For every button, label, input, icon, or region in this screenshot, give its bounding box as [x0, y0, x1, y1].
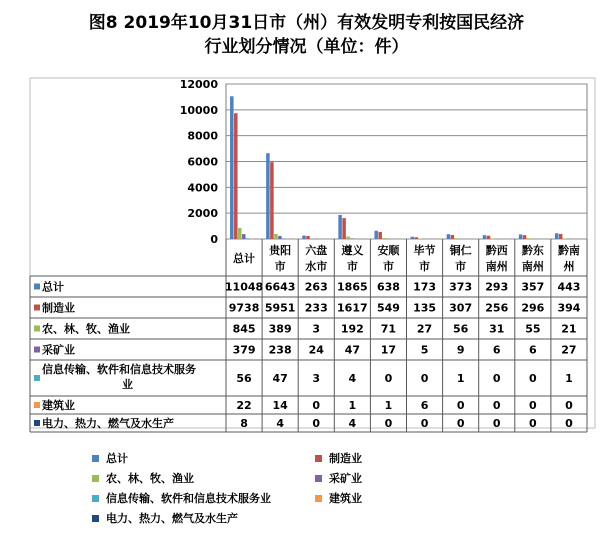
table-value: 9738: [228, 301, 260, 315]
bar: [306, 236, 310, 239]
table-value: 1865: [337, 280, 368, 294]
category-label: 遵义市: [341, 244, 364, 273]
table-value: 135: [413, 301, 437, 315]
table-value: 0: [420, 372, 429, 385]
legend-swatch: [92, 475, 99, 482]
table-value: 0: [456, 399, 465, 412]
bar: [342, 218, 346, 239]
bar: [230, 96, 234, 239]
category-label: 六盘水市: [305, 244, 328, 273]
bar: [382, 238, 386, 239]
table-value: 14: [272, 399, 288, 412]
bar: [447, 234, 451, 239]
y-tick-label: 6000: [187, 155, 218, 169]
bar: [519, 234, 523, 239]
legend-swatch: [92, 455, 99, 462]
table-value: 1: [348, 399, 357, 412]
table-value: 549: [376, 301, 400, 315]
legend-label: 信息传输、软件和信息技术服务业: [106, 492, 271, 505]
series-row-label: 农、林、牧、渔业: [42, 322, 130, 336]
bar: [483, 235, 487, 239]
bar: [555, 233, 559, 239]
table-value: 6643: [264, 280, 296, 294]
bar: [487, 236, 491, 239]
table-legend-key: [34, 420, 40, 426]
chart-title-line2: 行业划分情况（单位：件）: [204, 37, 409, 57]
legend-label: 制造业: [329, 452, 362, 465]
category-label: 黔西南州: [485, 244, 508, 273]
table-value: 192: [340, 322, 364, 336]
series-row-label: 采矿业: [42, 343, 75, 357]
table-value: 0: [529, 399, 537, 412]
series-row-label: 建筑业: [42, 399, 75, 412]
bar: [302, 236, 306, 239]
table-value: 8: [240, 417, 248, 430]
table-value: 638: [376, 280, 400, 294]
table-value: 1: [384, 399, 393, 412]
table-value: 0: [312, 417, 321, 430]
table-value: 0: [384, 417, 393, 430]
bar: [274, 234, 278, 239]
bar: [527, 238, 531, 239]
bar: [374, 231, 378, 239]
bar: [411, 237, 415, 239]
table-value: 21: [561, 322, 577, 336]
chart-title-line1: 图8 2019年10月31日市（州）有效发明专利按国民经济: [88, 13, 525, 33]
bar: [282, 238, 286, 239]
table-value: 55: [525, 322, 541, 336]
table-value: 845: [232, 322, 256, 336]
y-tick-label: 8000: [187, 129, 218, 143]
category-label: 安顺市: [377, 244, 400, 273]
table-value: 0: [529, 372, 537, 385]
legend-swatch: [315, 455, 322, 462]
series-row-label: 制造业: [42, 301, 75, 315]
category-label: 黔东南州: [521, 244, 544, 273]
table-legend-key: [34, 305, 40, 311]
table-value: 173: [413, 280, 437, 294]
table-value: 307: [449, 301, 473, 315]
table-legend-key: [34, 375, 40, 381]
bar: [346, 237, 350, 239]
table-value: 47: [272, 372, 288, 385]
table-value: 6: [420, 399, 429, 412]
legend-swatch: [92, 515, 99, 522]
bar: [238, 228, 242, 239]
category-label: 黔南州: [557, 244, 580, 273]
table-value: 47: [344, 343, 361, 357]
legend-swatch: [315, 495, 322, 502]
bar: [266, 153, 270, 239]
series-row-label: 信息传输、软件和信息技术服务业: [42, 363, 196, 391]
bar: [278, 236, 282, 239]
table-value: 379: [232, 343, 256, 357]
table-value: 296: [521, 301, 545, 315]
legend-swatch: [315, 475, 322, 482]
table-value: 4: [348, 372, 357, 385]
bar: [451, 235, 455, 239]
table-legend-key: [34, 326, 40, 332]
table-value: 0: [565, 417, 573, 430]
bar: [350, 238, 354, 239]
table-value: 3: [312, 372, 321, 385]
bar: [523, 235, 527, 239]
bar: [415, 237, 419, 239]
table-value: 6: [492, 343, 501, 357]
table-value: 238: [268, 343, 292, 357]
legend-label: 采矿业: [329, 472, 362, 485]
table-value: 17: [380, 343, 397, 357]
bar: [234, 113, 238, 239]
table-value: 0: [456, 417, 465, 430]
table-value: 56: [452, 322, 469, 336]
table-value: 0: [565, 399, 573, 412]
legend-label: 建筑业: [329, 492, 362, 505]
table-value: 1: [565, 372, 573, 385]
table-value: 293: [485, 280, 509, 294]
table-value: 0: [384, 372, 393, 385]
table-value: 4: [348, 417, 357, 430]
table-value: 373: [449, 280, 473, 294]
table-value: 56: [236, 372, 252, 385]
table-value: 0: [492, 399, 501, 412]
table-value: 389: [268, 322, 292, 336]
series-row-label: 电力、热力、燃气及水生产: [42, 417, 174, 430]
legend-label: 电力、热力、燃气及水生产: [106, 512, 238, 525]
bar: [378, 232, 382, 239]
table-value: 27: [416, 322, 433, 336]
table-value: 11048: [224, 280, 264, 294]
table-legend-key: [34, 347, 40, 353]
table-value: 394: [557, 301, 581, 315]
legend-label: 总计: [106, 452, 128, 465]
series-row-label: 总计: [42, 280, 64, 294]
table-legend-key: [34, 284, 40, 290]
category-label: 总计: [233, 252, 256, 265]
table-value: 24: [308, 343, 324, 357]
legend-swatch: [92, 495, 99, 502]
y-tick-label: 12000: [179, 78, 218, 91]
y-tick-label: 0: [210, 233, 218, 246]
table-value: 71: [380, 322, 397, 336]
bar: [270, 162, 274, 239]
table-value: 1: [456, 372, 465, 385]
table-value: 0: [492, 417, 501, 430]
table-value: 22: [236, 399, 252, 412]
y-tick-label: 10000: [179, 103, 218, 117]
table-value: 443: [557, 280, 581, 294]
y-tick-label: 4000: [187, 181, 218, 195]
category-label: 铜仁市: [449, 244, 472, 273]
table-legend-key: [34, 402, 40, 408]
table-value: 0: [492, 372, 501, 385]
table-value: 6: [529, 343, 537, 357]
table-value: 4: [276, 417, 284, 430]
table-value: 1617: [337, 301, 368, 315]
bar: [242, 234, 246, 239]
table-value: 5: [420, 343, 429, 357]
table-value: 263: [304, 280, 328, 294]
category-label: 贵阳市: [269, 244, 292, 273]
bar: [338, 215, 342, 239]
table-value: 3: [312, 322, 321, 336]
table-value: 357: [521, 280, 545, 294]
bar: [455, 238, 459, 239]
bar: [559, 234, 563, 239]
table-value: 256: [485, 301, 509, 315]
table-value: 9: [456, 343, 465, 357]
category-label: 毕节市: [413, 244, 436, 273]
bar: [246, 238, 250, 239]
y-tick-label: 2000: [187, 207, 218, 221]
table-value: 0: [529, 417, 537, 430]
table-value: 0: [420, 417, 429, 430]
legend-label: 农、林、牧、渔业: [106, 472, 194, 485]
table-value: 5951: [264, 301, 296, 315]
table-value: 233: [304, 301, 328, 315]
table-value: 0: [312, 399, 321, 412]
table-value: 27: [561, 343, 577, 357]
table-value: 31: [489, 322, 505, 336]
